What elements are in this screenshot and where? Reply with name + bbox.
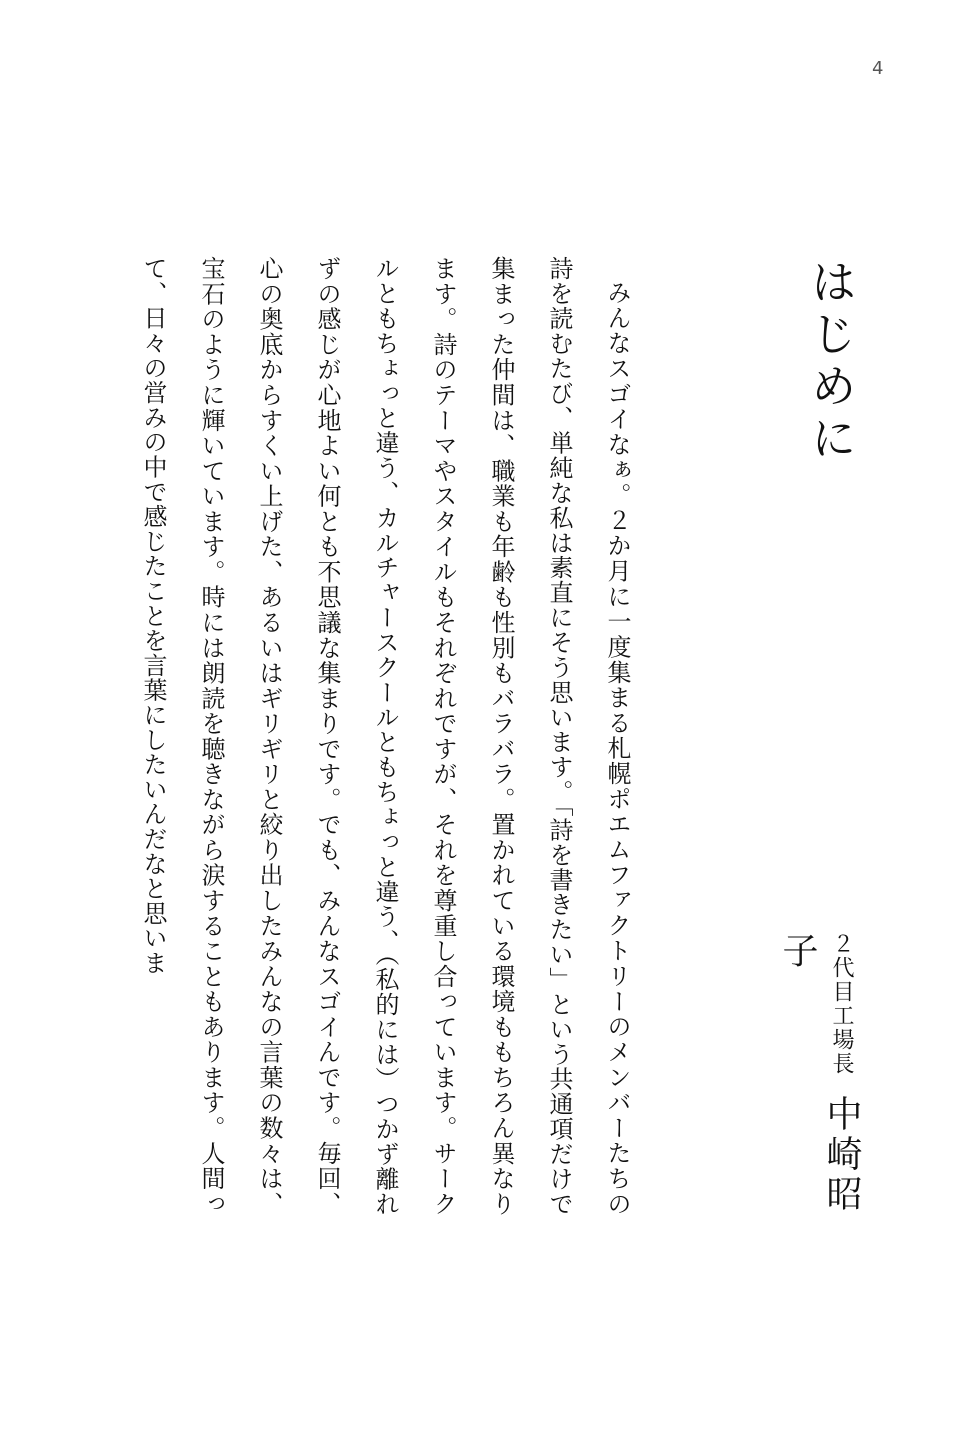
body-paragraph: みんなスゴイなぁ。２か月に一度集まる札幌ポエムファクトリーのメンバーたちの詩を読むたび、単純な私は素直にそう思います。「詩を書きたい」という共通項だけで集まった仲間は、職業も年齢も性別もバラバラ。置かれている環境ももちろん異なります。詩のテーマやスタイルもそれぞれですが、それを尊重し合っています。サークルともちょっと違う、カルチャースクールともちょっと違う、（私的には）つかず離れずの感じが心地よい何とも不思議な集まりです。でも、みんなスゴイんです。毎回、心の奥底からすくい上げた、あるいはギリギリと絞り出したみんなの言葉の数々は、宝石のように輝いています。時には朗読を聴きながら涙することもあります。人間って、日々の営みの中で感じたことを言葉にしたいんだなと思いま — [139, 256, 631, 1216]
body-text — [139, 256, 646, 1216]
author-block — [775, 932, 863, 1232]
author-name: 中崎昭子 — [777, 932, 862, 1216]
page-title: はじめに — [803, 258, 858, 466]
page-number: 4 — [872, 58, 884, 79]
author-role: ２代目工場長 — [829, 932, 854, 1076]
